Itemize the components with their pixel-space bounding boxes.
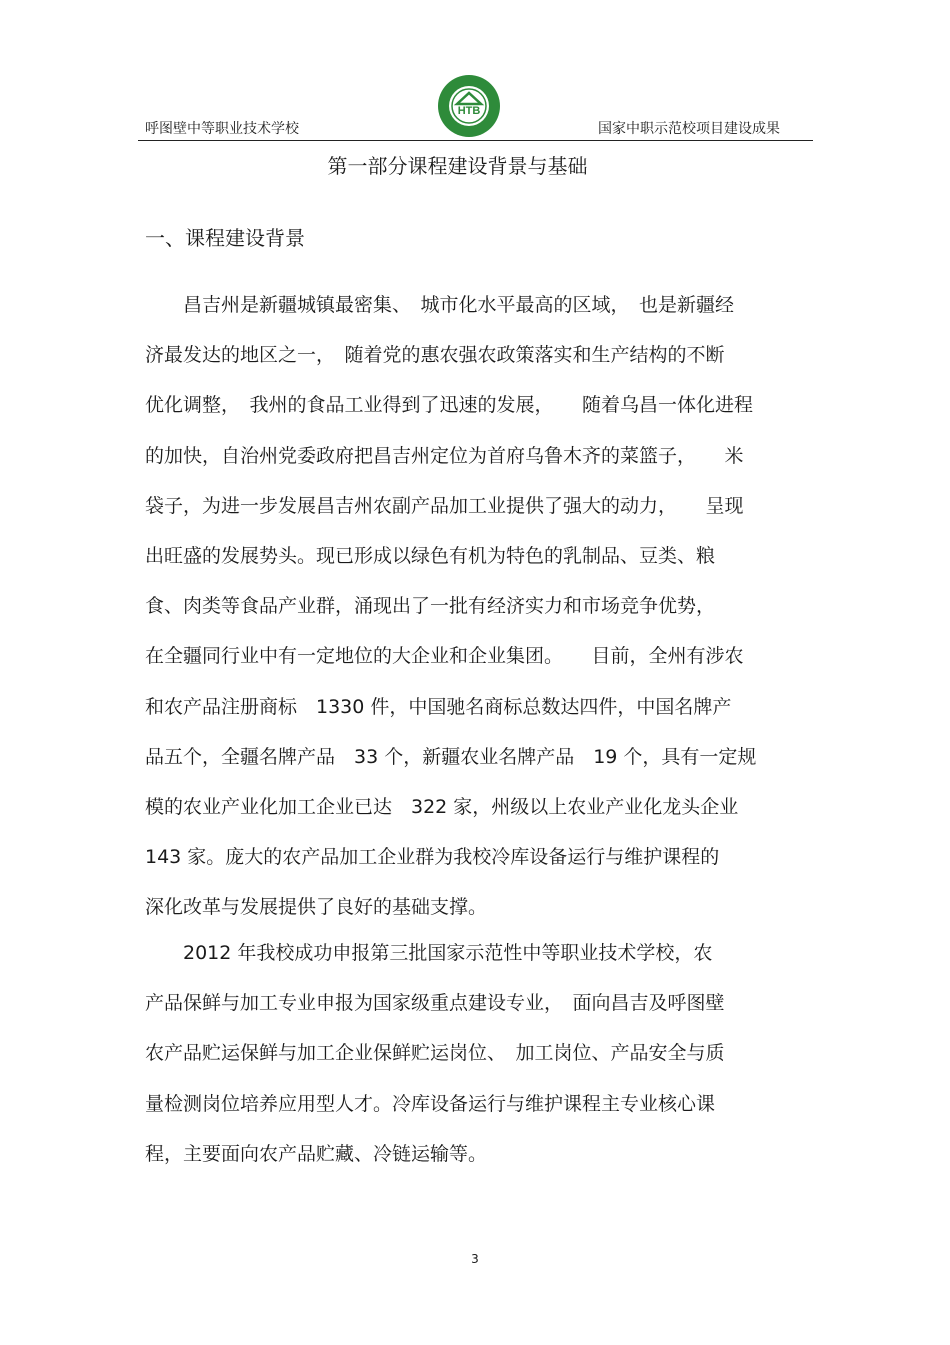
paragraph-line: 袋子，为进一步发展昌吉州农副产品加工业提供了强大的动力， 呈现 [145,494,744,517]
paragraph-line: 量检测岗位培养应用型人才。冷库设备运行与维护课程主专业核心课 [145,1092,716,1115]
school-logo-icon [437,74,501,138]
paragraph-line: 济最发达的地区之一， 随着党的惠农强农政策落实和生产结构的不断 [145,344,725,367]
paragraph-line: 模的农业产业化加工企业已达 322 家，州级以上农业产业化龙头企业 [145,796,739,818]
paragraph-line: 143 家。庞大的农产品加工企业群为我校冷库设备运行与维护课程的 [145,846,720,869]
paragraph-line: 产品保鲜与加工专业申报为国家级重点建设专业， 面向昌吉及呼图壁 [145,992,725,1015]
paragraph-line: 品五个，全疆名牌产品 33 个，新疆农业名牌产品 19 个，具有一定规 [145,745,757,768]
section-title: 第一部分课程建设背景与基础 [327,154,588,178]
paragraph-line: 优化调整， 我州的食品工业得到了迅速的发展， 随着乌昌一体化进程 [145,394,754,417]
paragraph-line: 在全疆同行业中有一定地位的大企业和企业集团。 目前，全州有涉农 [145,645,744,668]
paragraph-line: 深化改革与发展提供了良好的基础支撑。 [145,896,488,919]
paragraph-line: 农产品贮运保鲜与加工企业保鲜贮运岗位、 加工岗位、产品安全与质 [145,1042,725,1065]
paragraph-line: 出旺盛的发展势头。现已形成以绿色有机为特色的乳制品、豆类、粮 [145,545,716,567]
paragraph-line: 2012 年我校成功申报第三批国家示范性中等职业技术学校，农 [145,942,713,964]
header-project-title: 国家中职示范校项目建设成果 [598,121,780,137]
paragraph-line: 食、肉类等食品产业群，涌现出了一批有经济实力和市场竞争优势， [145,595,716,618]
subheading: 一、课程建设背景 [145,226,305,250]
paragraph-line: 昌吉州是新疆城镇最密集、 城市化水平最高的区域， 也是新疆经 [145,294,735,316]
paragraph-line: 程，主要面向农产品贮藏、冷链运输等。 [145,1142,488,1165]
page-number: 3 [471,1252,479,1266]
header-school-name: 呼图壁中等职业技术学校 [145,121,299,137]
logo-letters: HTB [457,105,481,117]
header-divider [138,140,813,141]
paragraph-line: 的加快，自治州党委政府把昌吉州定位为首府乌鲁木齐的菜篮子， 米 [145,444,744,467]
paragraph-line: 和农产品注册商标 1330 件，中国驰名商标总数达四件，中国名牌产 [145,695,732,718]
